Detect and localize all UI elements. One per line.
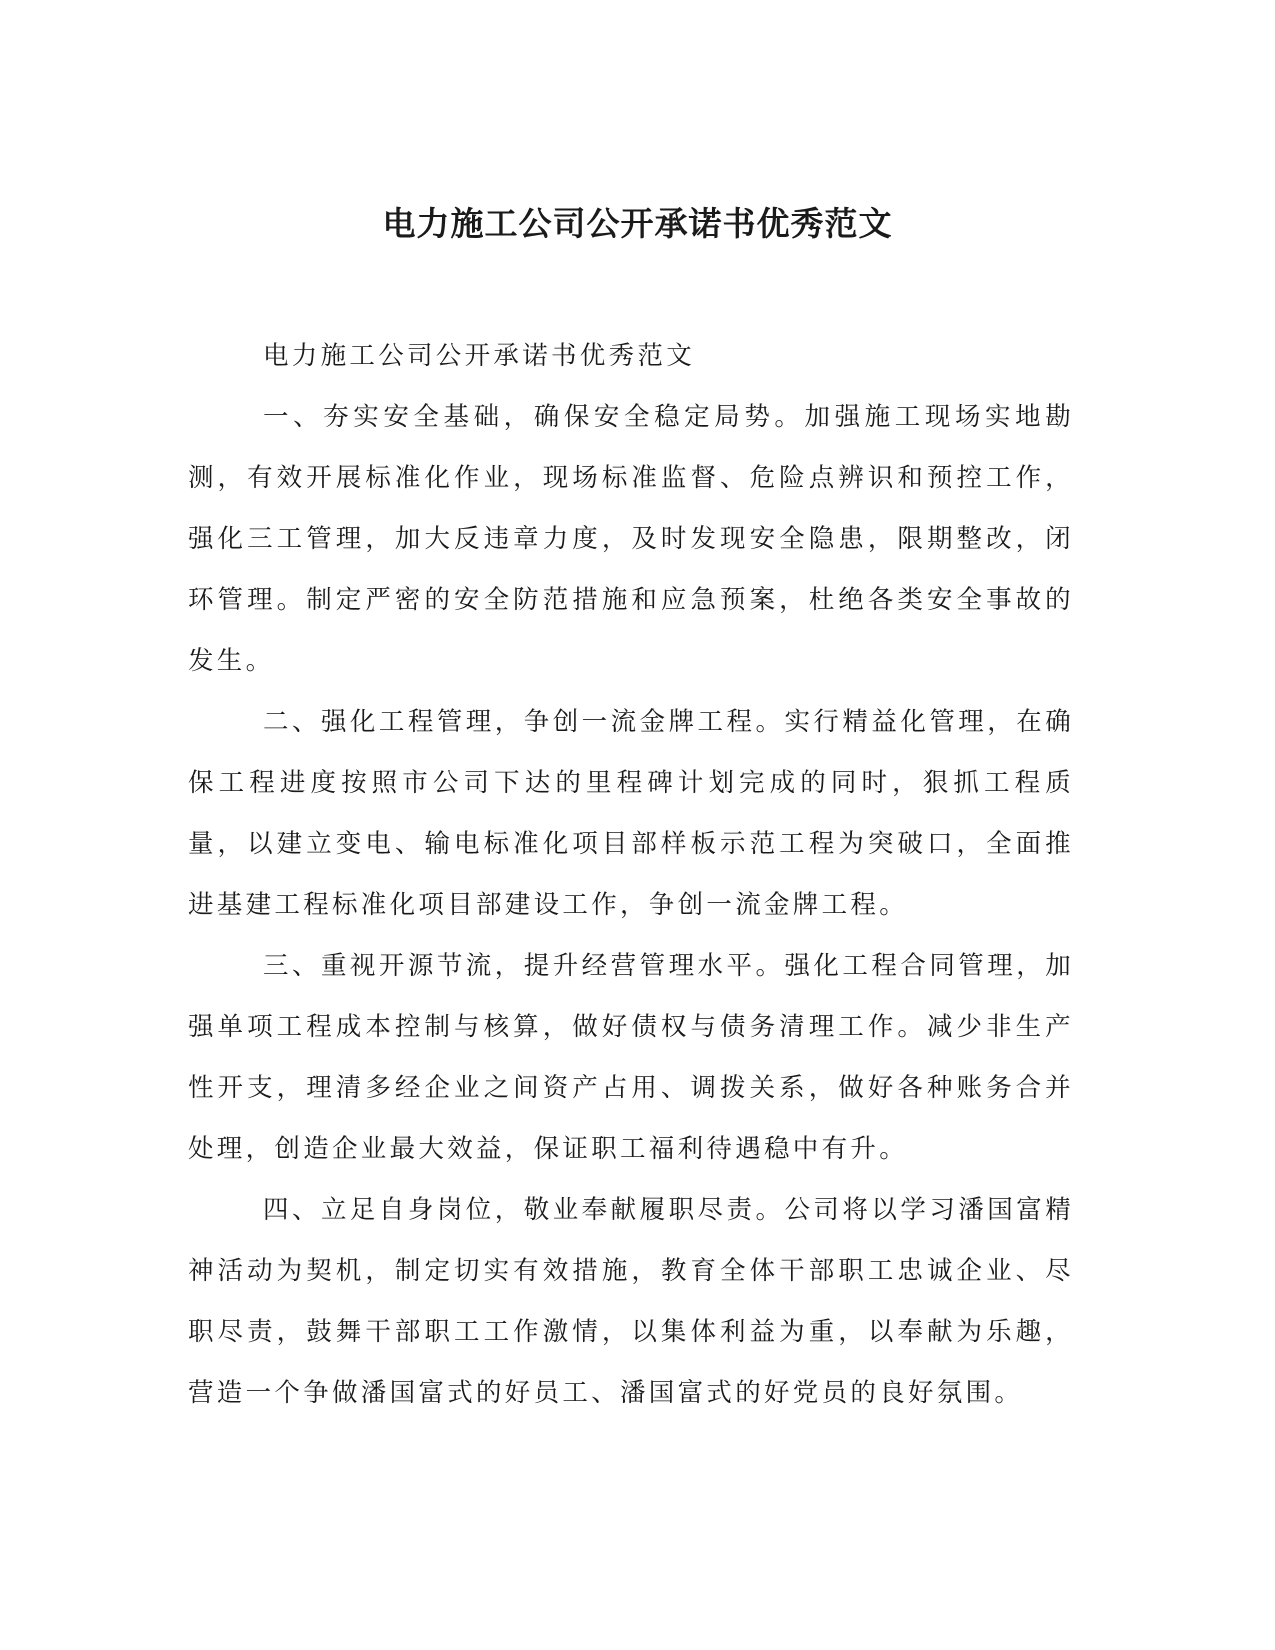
document-body <box>188 326 1074 1424</box>
paragraph-safety: 一、夯实安全基础，确保安全稳定局势。加强施工现场实地勘测，有效开展标准化作业，现场标准监督、危险点辨识和预控工作，强化三工管理，加大反违章力度，及时发现安全隐患，限期整改，闭环管理。制定严密的安全防范措施和应急预案，杜绝各类安全事故的发生。 <box>188 402 1074 676</box>
paragraph-subtitle: 电力施工公司公开承诺书优秀范文 <box>263 341 696 371</box>
paragraph-engineering: 二、强化工程管理，争创一流金牌工程。实行精益化管理，在确保工程进度按照市公司下达的里程碑计划完成的同时，狠抓工程质量，以建立变电、输电标准化项目部样板示范工程为突破口，全面推进基建工程标准化项目部建设工作，争创一流金牌工程。 <box>188 707 1074 920</box>
document-title: 电力施工公司公开承诺书优秀范文 <box>382 204 893 243</box>
paragraph-operations: 三、重视开源节流，提升经营管理水平。强化工程合同管理，加强单项工程成本控制与核算，做好债权与债务清理工作。减少非生产性开支，理清多经企业之间资产占用、调拨关系，做好各种账务合并处理，创造企业最大效益，保证职工福利待遇稳中有升。 <box>188 951 1074 1164</box>
paragraph-dedication: 四、立足自身岗位，敬业奉献履职尽责。公司将以学习潘国富精神活动为契机，制定切实有效措施，教育全体干部职工忠诚企业、尽职尽责，鼓舞干部职工工作激情，以集体利益为重，以奉献为乐趣，营造一个争做潘国富式的好员工、潘国富式的好党员的良好氛围。 <box>188 1195 1074 1408</box>
